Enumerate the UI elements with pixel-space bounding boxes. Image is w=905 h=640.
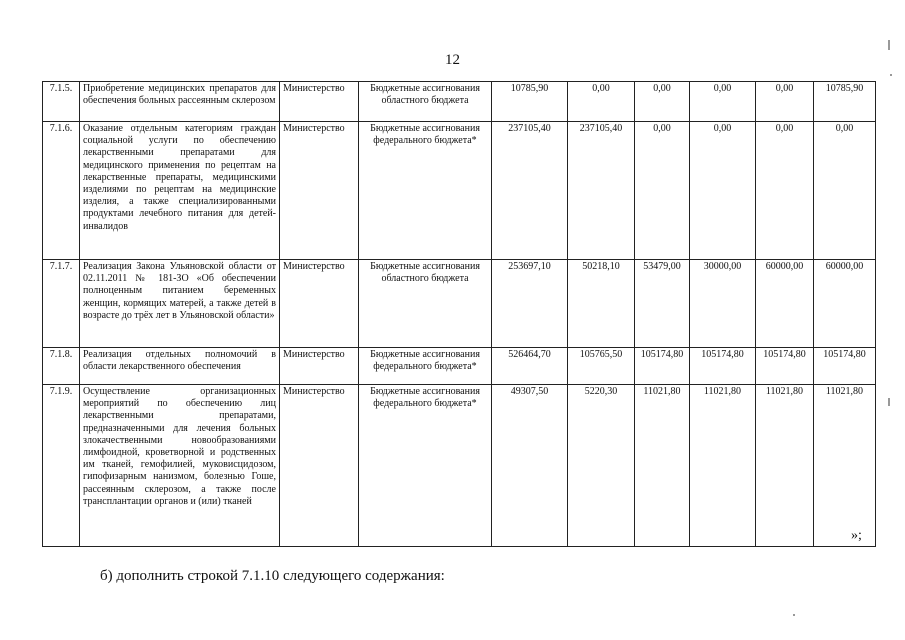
year-value-cell: 11021,80 bbox=[756, 385, 814, 547]
scan-artifact bbox=[793, 614, 795, 616]
year-value-cell: 0,00 bbox=[635, 122, 690, 260]
year-value-cell: 30000,00 bbox=[690, 260, 756, 348]
scan-artifact bbox=[888, 40, 890, 50]
executor-cell: Министерство bbox=[280, 82, 359, 122]
budget-table bbox=[42, 81, 876, 547]
row-number-cell: 7.1.6. bbox=[43, 122, 80, 260]
executor-cell: Министерство bbox=[280, 260, 359, 348]
table-body bbox=[43, 82, 876, 547]
measure-name-cell: Оказание отдельным категориям граждан социальной услуги по обеспечению лекарственными препаратами для медицинского применения по рецептам на лекарственные препараты, медицинскими изделиями по рецептам на медицинские изделия, а также специализированными продуктами лечебного питания для детей-инвалидов bbox=[80, 122, 280, 260]
year-value-cell: 5220,30 bbox=[568, 385, 635, 547]
year-value-cell: 0,00 bbox=[635, 82, 690, 122]
table-row bbox=[43, 348, 876, 385]
year-value-cell: 0,00 bbox=[756, 82, 814, 122]
table-row bbox=[43, 385, 876, 547]
year-value-cell: 11021,80 bbox=[635, 385, 690, 547]
total-value-cell: 10785,90 bbox=[492, 82, 568, 122]
row-number-cell: 7.1.9. bbox=[43, 385, 80, 547]
year-value-cell: 0,00 bbox=[814, 122, 876, 260]
year-value-cell: 11021,80 bbox=[814, 385, 876, 547]
page-number: 12 bbox=[445, 52, 460, 68]
measure-name-cell: Реализация Закона Ульяновской области от 02.11.2011 № 181-ЗО «Об обеспечении полноценным питанием беременных женщин, кормящих матерей, а также детей в возрасте до трёх лет в Ульяновской области» bbox=[80, 260, 280, 348]
year-value-cell: 105174,80 bbox=[690, 348, 756, 385]
year-value-cell: 105765,50 bbox=[568, 348, 635, 385]
year-value-cell: 105174,80 bbox=[756, 348, 814, 385]
year-value-cell: 50218,10 bbox=[568, 260, 635, 348]
funding-source-cell: Бюджетные ассигнования федерального бюджета* bbox=[359, 122, 492, 260]
row-number-cell: 7.1.8. bbox=[43, 348, 80, 385]
row-number-cell: 7.1.7. bbox=[43, 260, 80, 348]
year-value-cell: 0,00 bbox=[690, 82, 756, 122]
measure-name-cell: Осуществление организационных мероприятий по обеспечению лиц лекарственными препаратами, предназначенными для лечения больных злокачественными новообразованиями лимфоидной, кроветворной и родственных им тканей, гемофилией, муковисцидозом, гипофизарным нанизмом, болезнью Гоше, рассеянным склерозом, а также после трансплантации органов и (или) тканей bbox=[80, 385, 280, 547]
year-value-cell: 0,00 bbox=[690, 122, 756, 260]
amendment-instruction: б) дополнить строкой 7.1.10 следующего содержания: bbox=[100, 568, 445, 584]
measure-name-cell: Приобретение медицинских препаратов для обеспечения больных рассеянным склерозом bbox=[80, 82, 280, 122]
total-value-cell: 237105,40 bbox=[492, 122, 568, 260]
funding-source-cell: Бюджетные ассигнования федерального бюджета* bbox=[359, 348, 492, 385]
year-value-cell: 11021,80 bbox=[690, 385, 756, 547]
table-row bbox=[43, 82, 876, 122]
funding-source-cell: Бюджетные ассигнования федерального бюджета* bbox=[359, 385, 492, 547]
year-value-cell: 237105,40 bbox=[568, 122, 635, 260]
executor-cell: Министерство bbox=[280, 122, 359, 260]
measure-name-cell: Реализация отдельных полномочий в области лекарственного обеспечения bbox=[80, 348, 280, 385]
year-value-cell: 0,00 bbox=[756, 122, 814, 260]
scan-artifact bbox=[890, 74, 892, 76]
closing-quote-mark: »; bbox=[851, 528, 862, 543]
funding-source-cell: Бюджетные ассигнования областного бюджета bbox=[359, 260, 492, 348]
total-value-cell: 253697,10 bbox=[492, 260, 568, 348]
year-value-cell: 105174,80 bbox=[635, 348, 690, 385]
table-row bbox=[43, 122, 876, 260]
scan-artifact bbox=[888, 398, 890, 406]
executor-cell: Министерство bbox=[280, 348, 359, 385]
executor-cell: Министерство bbox=[280, 385, 359, 547]
year-value-cell: 53479,00 bbox=[635, 260, 690, 348]
year-value-cell: 0,00 bbox=[568, 82, 635, 122]
year-value-cell: 60000,00 bbox=[814, 260, 876, 348]
funding-source-cell: Бюджетные ассигнования областного бюджета bbox=[359, 82, 492, 122]
year-value-cell: 105174,80 bbox=[814, 348, 876, 385]
row-number-cell: 7.1.5. bbox=[43, 82, 80, 122]
total-value-cell: 526464,70 bbox=[492, 348, 568, 385]
table-row bbox=[43, 260, 876, 348]
total-value-cell: 49307,50 bbox=[492, 385, 568, 547]
year-value-cell: 60000,00 bbox=[756, 260, 814, 348]
year-value-cell: 10785,90 bbox=[814, 82, 876, 122]
